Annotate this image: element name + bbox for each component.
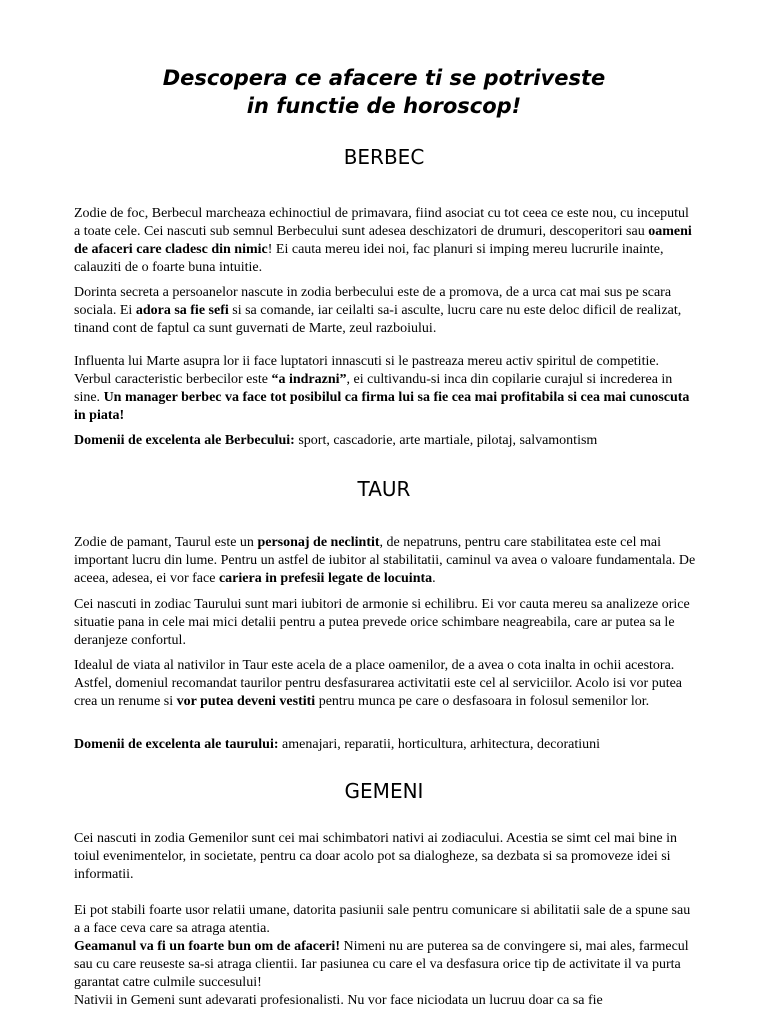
berbec-domains: Domenii de excelenta ale Berbecului: sport, cascadorie, arte martiale, pilotaj, salvamontism xyxy=(74,433,598,448)
document-title-line-2: in functie de horoscop! xyxy=(246,94,522,118)
berbec-paragraph-3: Influenta lui Marte asupra lor ii face luptatori innascuti si le pastreaza mereu activ spiritul de competitie. Verbul caracteristic berbecilor este “a indrazni”, ei cultivandu-si inca din copilarie curajul si increderea in sine. Un manager berbec va face tot posibilul ca firma lui sa fie cea mai profitabila si cea mai cunoscuta in piata! xyxy=(74,354,690,423)
section-heading-gemeni: GEMENI xyxy=(344,779,424,803)
section-heading-berbec: BERBEC xyxy=(343,145,425,169)
berbec-paragraph-2: Dorinta secreta a persoanelor nascute in zodia berbecului este de a promova, de a urca cat mai sus pe scara sociala. Ei adora sa fie sefi si sa comande, iar ceilalti sa-i asculte, lucru care nu este deloc dificil de realizat, tinand cont de faptul ca sunt guvernati de Marte, zeul razboiului. xyxy=(74,285,682,336)
gemeni-paragraph-2: Ei pot stabili foarte usor relatii umane, datorita pasiunii sale pentru comunicare si abilitatii sale de a spune sau a a face ceva care sa atraga atentia. Geamanul va fi un foarte bun om de afaceri! Nimeni nu are puterea sa de convingere si, mai ales, farmecul sau cu care reuseste sa-si atraga clientii. Iar pasiunea cu care el va desfasura orice tip de activitate il va purta garantat catre culmile succesului! Nativii in Gemeni sunt adevarati profesionalisti. Nu vor face niciodata un lucruu doar ca sa fie xyxy=(74,903,691,1008)
gemeni-paragraph-1: Cei nascuti in zodia Gemenilor sunt cei mai schimbatori nativi ai zodiacului. Acestia se simt cel mai bine in toiul evenimentelor, in societate, pentru ca doar acolo pot sa dialogheze, sa dezbata si sa promoveze idei si informatii. xyxy=(74,831,678,882)
taur-domains: Domenii de excelenta ale taurului: amenajari, reparatii, horticultura, arhitectura, decoratiuni xyxy=(74,737,600,752)
section-heading-taur: TAUR xyxy=(357,477,411,501)
berbec-paragraph-1: Zodie de foc, Berbecul marcheaza echinoctiul de primavara, fiind asociat cu tot ceea ce este nou, cu inceputul a toate cele. Cei nascuti sub semnul Berbecului sunt adesea deschizatori de drumuri, descoperitori sau oameni de afaceri care cladesc din nimic! Ei cauta mereu idei noi, fac planuri si imping mereu lucrurile inainte, calauziti de o foarte buna intuitie. xyxy=(74,206,692,275)
taur-paragraph-2: Cei nascuti in zodiac Taurului sunt mari iubitori de armonie si echilibru. Ei vor cauta mereu sa analizeze orice situatie pana in cele mai mici detalii pentru a putea prevede orice schimbare neagreabila, care ar putea sa le deranjeze confortul. xyxy=(74,597,690,648)
document-title-line-1: Descopera ce afacere ti se potriveste xyxy=(162,66,606,90)
taur-paragraph-1: Zodie de pamant, Taurul este un personaj de neclintit, de nepatruns, pentru care stabilitatea este cel mai important lucru din lume. Pentru un astfel de iubitor al stabilitatii, caminul va avea o valoare fundamentala. De aceea, adesea, ei vor face cariera in prefesii legate de locuinta. xyxy=(74,535,696,586)
taur-paragraph-3: Idealul de viata al nativilor in Taur este acela de a place oamenilor, de a avea o cota inalta in ochii acestora. Astfel, domeniul recomandat taurilor pentru desfasurarea activitatii este cel al serviciilor. Acolo isi vor putea crea un renume si vor putea deveni vestiti pentru munca pe care o desfasoara in folosul semenilor lor. xyxy=(74,658,683,709)
